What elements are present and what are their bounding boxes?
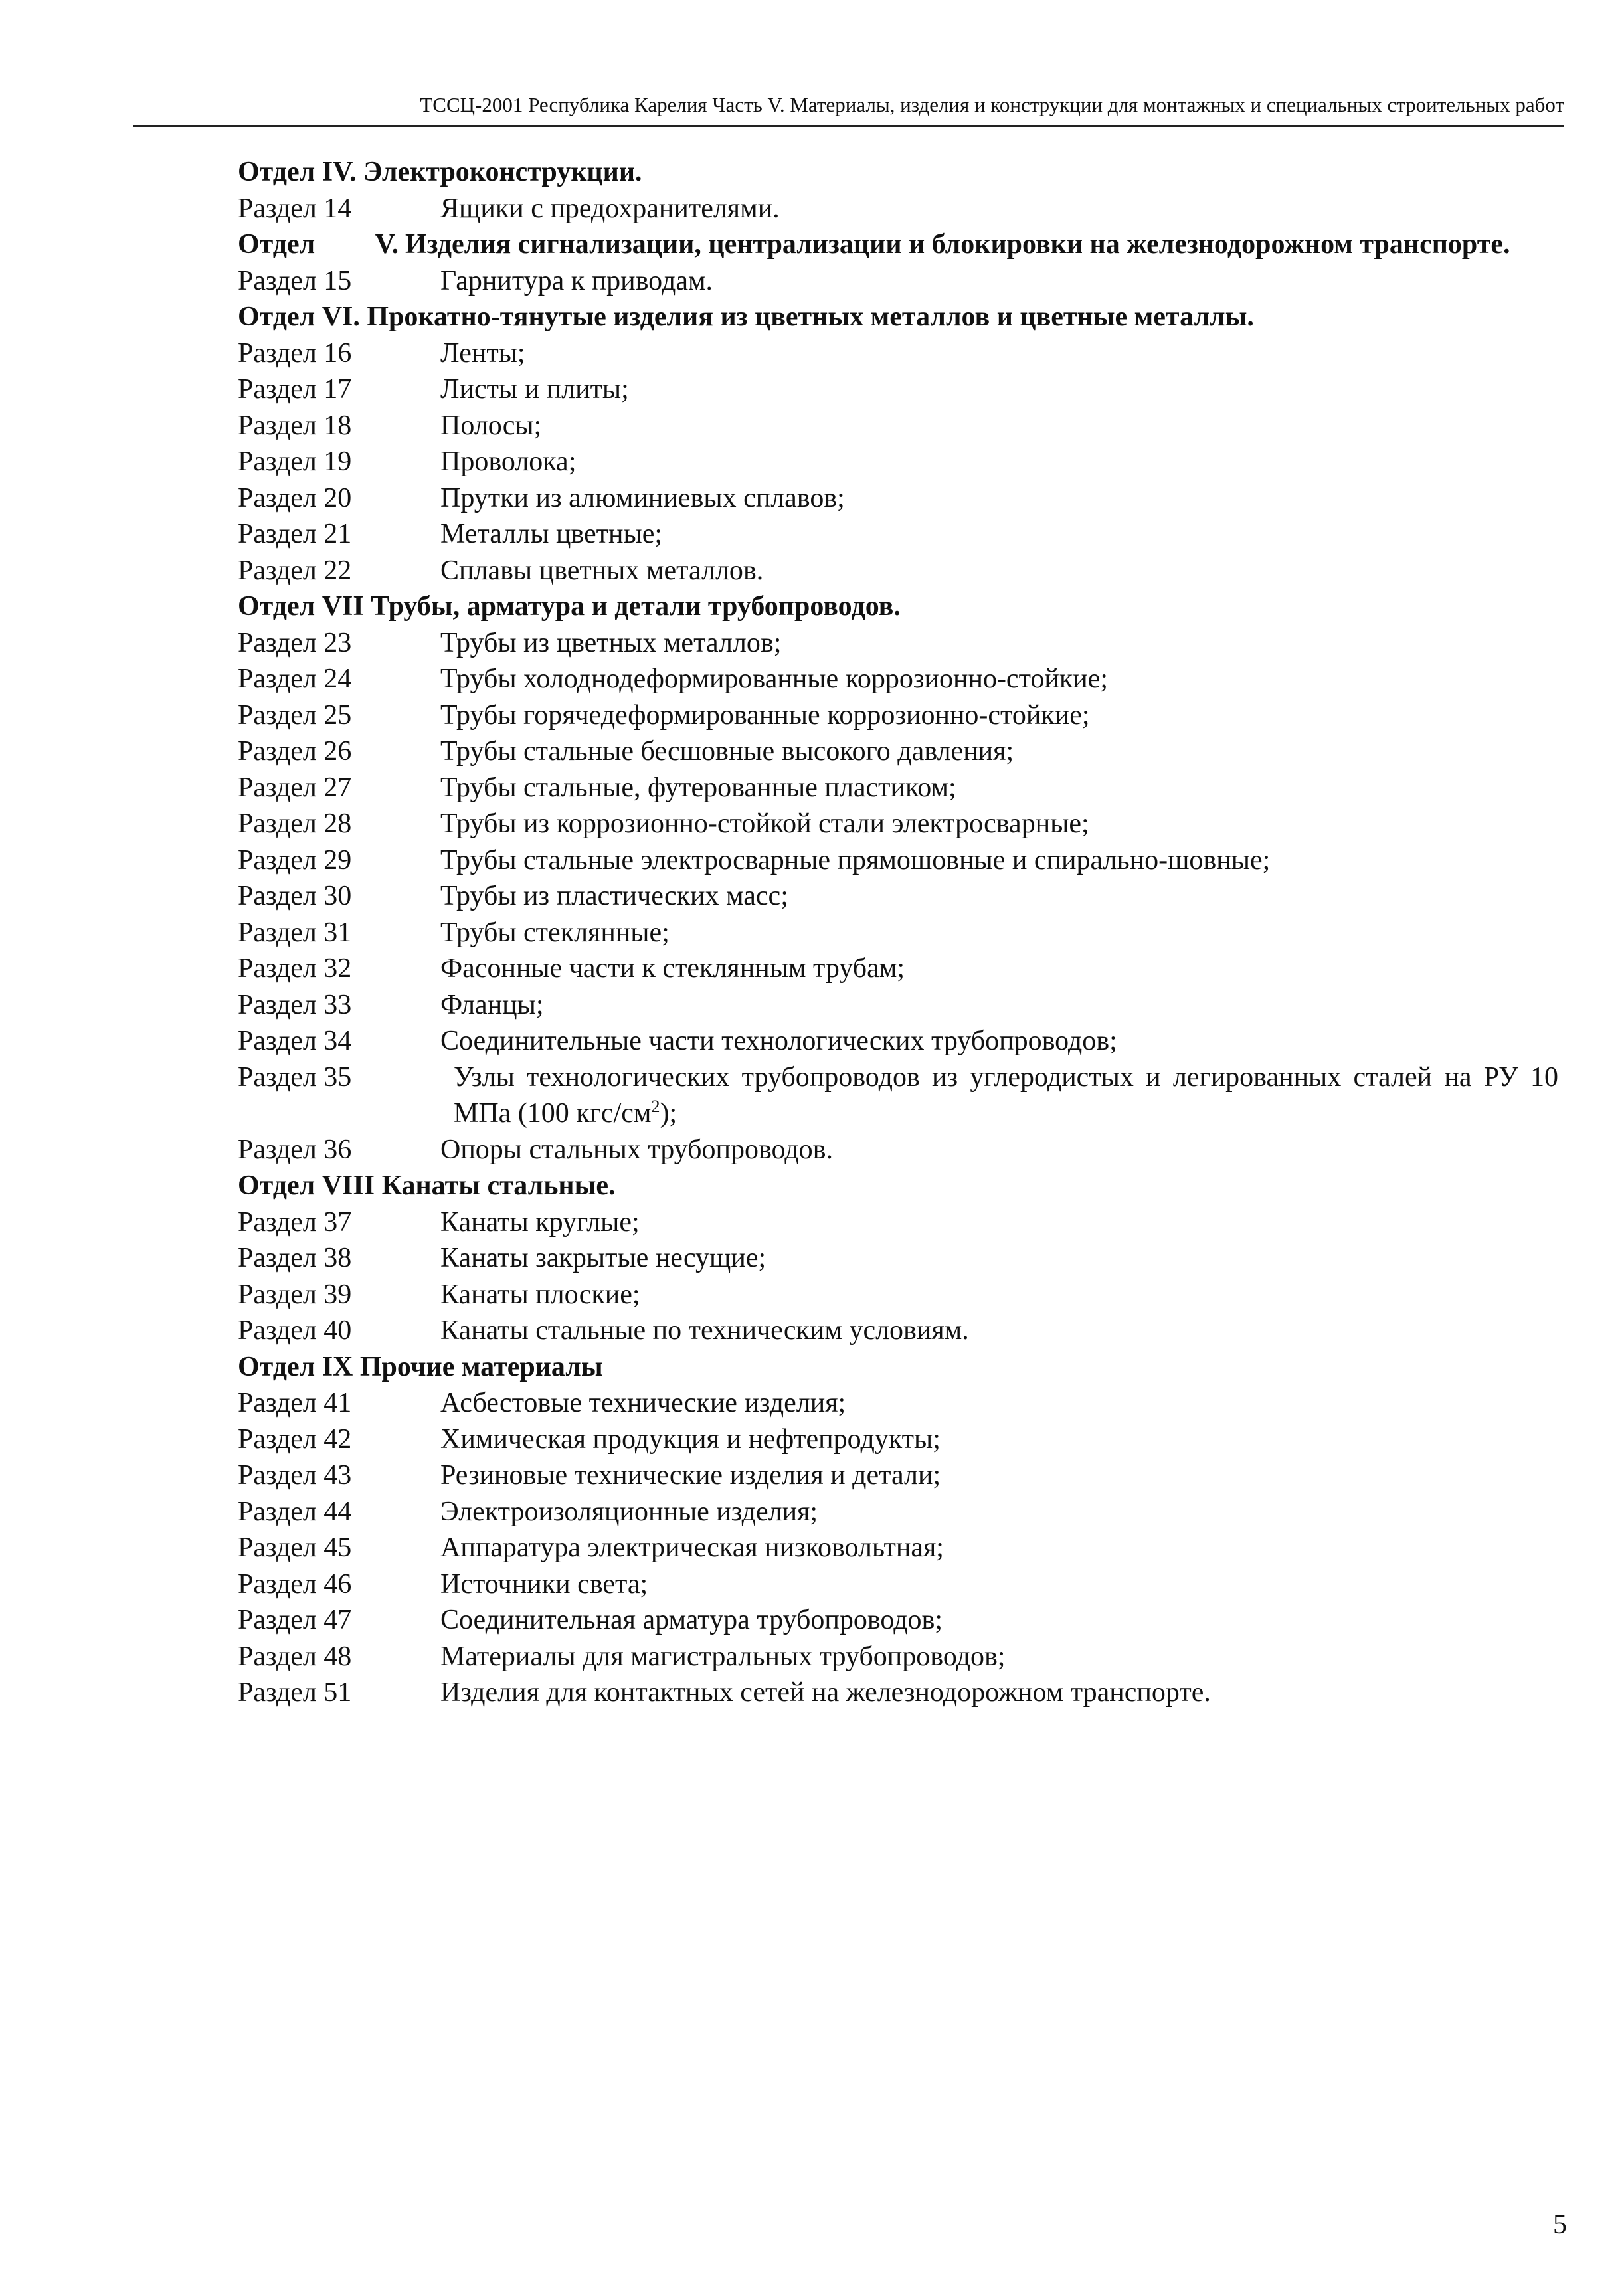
section-row [238, 553, 1558, 589]
department-heading: Отдел IV. Электроконструкции. [238, 157, 642, 187]
section-title: Соединительные части технологических трубопроводов; [440, 1026, 1117, 1056]
section-row [238, 915, 1558, 951]
department-label-number: V. [375, 229, 399, 260]
section-title: Канаты стальные по техническим условиям. [440, 1315, 969, 1346]
section-number: Раздел 30 [238, 881, 352, 911]
section-row [238, 697, 1558, 734]
section-row [238, 1639, 1558, 1675]
section-row [238, 263, 1558, 300]
section-title: Источники света; [440, 1568, 648, 1600]
section-title: Трубы стальные электросварные прямошовные и спирально-шовные; [440, 844, 1271, 875]
section-number: Раздел 46 [238, 1568, 352, 1600]
section-group [238, 625, 1558, 1059]
department-heading [238, 227, 1558, 263]
section-row [238, 770, 1558, 806]
section-row [238, 1023, 1558, 1059]
section-group [238, 1385, 1558, 1711]
section-number: Раздел 29 [238, 844, 352, 875]
section-number: Раздел 40 [238, 1315, 352, 1346]
section-row [238, 1421, 1558, 1458]
section-number: Раздел 26 [238, 736, 352, 767]
section-row [238, 987, 1558, 1024]
superscript: 2 [651, 1097, 660, 1116]
section-row [238, 1566, 1558, 1603]
section-row [238, 806, 1558, 842]
section-title: Опоры стальных трубопроводов. [440, 1134, 833, 1165]
section-row [238, 1240, 1558, 1277]
section-number: Раздел 41 [238, 1388, 352, 1418]
section-title: Канаты круглые; [440, 1206, 640, 1237]
section-row [238, 733, 1558, 770]
section-number: Раздел 35 [238, 1061, 352, 1093]
section-number: Раздел 32 [238, 953, 352, 984]
section-row [238, 191, 1558, 227]
page-number: 5 [1553, 2209, 1567, 2240]
section-number: Раздел 17 [238, 374, 352, 405]
section-row [238, 1457, 1558, 1494]
department-label [238, 227, 405, 263]
section-number: Раздел 22 [238, 555, 352, 586]
section-title: Канаты закрытые несущие; [440, 1243, 767, 1273]
section-title: Проволока; [440, 446, 577, 477]
section-title: Ящики с предохранителями. [440, 193, 780, 224]
section-row [238, 516, 1558, 553]
section-number: Раздел 45 [238, 1532, 352, 1563]
section-title: Фасонные части к стеклянным трубам; [440, 953, 905, 984]
section-title: Трубы из пластических масс; [440, 881, 788, 911]
department-heading: Отдел VI. Прокатно-тянутые изделия из цветных металлов и цветные металлы. [238, 302, 1254, 332]
section-row [238, 480, 1558, 517]
section-title: Трубы из цветных металлов; [440, 627, 782, 658]
page-header-text: ТССЦ-2001 Республика Карелия Часть V. Материалы, изделия и конструкции для монтажных и специальных строительных работ [420, 93, 1564, 116]
section-number: Раздел 19 [238, 446, 352, 477]
section-group [238, 1204, 1558, 1349]
section-title: Асбестовые технические изделия; [440, 1388, 846, 1418]
section-title: Металлы цветные; [440, 519, 663, 549]
section-number: Раздел 27 [238, 772, 352, 803]
section-number: Раздел 39 [238, 1279, 352, 1310]
section-title: Гарнитура к приводам. [440, 265, 713, 296]
section-row [238, 444, 1558, 480]
section-row [238, 951, 1558, 987]
department-label-word: Отдел [238, 229, 316, 260]
department-heading: Отдел VIII Канаты стальные. [238, 1170, 616, 1201]
section-row [238, 1277, 1558, 1313]
section-number: Раздел 42 [238, 1423, 352, 1455]
section-title: Фланцы; [440, 989, 544, 1020]
section-number: Раздел 38 [238, 1243, 352, 1273]
section-title-end: ); [660, 1098, 677, 1129]
section-number: Раздел 28 [238, 808, 352, 839]
section-title: Листы и плиты; [440, 374, 629, 405]
section-row [238, 1204, 1558, 1241]
section-row [238, 1602, 1558, 1639]
section-number: Раздел 48 [238, 1641, 352, 1672]
section-title: Резиновые технические изделия и детали; [440, 1460, 941, 1491]
section-title [440, 1059, 1558, 1132]
section-number: Раздел 16 [238, 337, 352, 369]
section-number: Раздел 36 [238, 1134, 352, 1165]
section-number: Раздел 24 [238, 664, 352, 694]
section-title: Трубы стальные, футерованные пластиком; [440, 772, 956, 803]
section-number: Раздел 18 [238, 410, 352, 441]
section-title: Полосы; [440, 410, 542, 441]
section-title: Трубы стальные бесшовные высокого давления; [440, 736, 1014, 767]
section-row [238, 1313, 1558, 1349]
section-title: Электроизоляционные изделия; [440, 1496, 818, 1527]
section-title: Трубы из коррозионно-стойкой стали электросварные; [440, 808, 1089, 839]
section-row [238, 1494, 1558, 1530]
section-number: Раздел 34 [238, 1026, 352, 1056]
section-number: Раздел 37 [238, 1206, 352, 1237]
section-row [238, 1675, 1558, 1711]
section-number: Раздел 21 [238, 519, 352, 549]
section-title: Ленты; [440, 337, 525, 369]
section-row [238, 371, 1558, 408]
section-row [238, 1059, 1558, 1132]
section-number: Раздел 44 [238, 1496, 352, 1527]
section-number: Раздел 25 [238, 699, 352, 731]
section-title-text: Узлы технологических трубопроводов из углеродистых и легированных сталей на РУ 10 МПа (100 кгс/см [454, 1061, 1558, 1129]
department-heading-text: Изделия сигнализации, централизации и блокировки на железнодорожном транспорте. [405, 229, 1510, 260]
section-row [238, 335, 1558, 372]
section-title: Аппаратура электрическая низковольтная; [440, 1532, 944, 1563]
section-number: Раздел 15 [238, 265, 352, 296]
section-title: Химическая продукция и нефтепродукты; [440, 1423, 941, 1455]
section-title: Прутки из алюминиевых сплавов; [440, 482, 845, 513]
section-row [238, 842, 1558, 879]
section-number: Раздел 33 [238, 989, 352, 1020]
section-number: Раздел 20 [238, 482, 352, 513]
section-number: Раздел 43 [238, 1460, 352, 1491]
section-title: Трубы горячедеформированные коррозионно-стойкие; [440, 699, 1090, 731]
section-number: Раздел 23 [238, 627, 352, 658]
section-row [238, 1530, 1558, 1566]
section-number: Раздел 31 [238, 917, 352, 948]
section-row [238, 1132, 1558, 1168]
section-title: Канаты плоские; [440, 1279, 640, 1310]
section-title: Материалы для магистральных трубопроводов; [440, 1641, 1006, 1672]
section-row [238, 625, 1558, 662]
section-group [238, 335, 1558, 589]
section-row [238, 408, 1558, 444]
section-title: Сплавы цветных металлов. [440, 555, 764, 586]
section-row [238, 661, 1558, 697]
department-heading: Отдел VII Трубы, арматура и детали трубопроводов. [238, 591, 901, 622]
section-title: Изделия для контактных сетей на железнодорожном транспорте. [440, 1677, 1211, 1708]
section-title: Соединительная арматура трубопроводов; [440, 1605, 943, 1635]
section-title: Трубы холоднодеформированные коррозионно-стойкие; [440, 664, 1109, 694]
department-heading: Отдел IX Прочие материалы [238, 1351, 603, 1382]
section-row [238, 1385, 1558, 1421]
section-row [238, 878, 1558, 915]
page-header [133, 85, 1564, 127]
section-title: Трубы стеклянные; [440, 917, 670, 948]
section-number: Раздел 14 [238, 193, 352, 224]
contents-list [238, 154, 1558, 1711]
section-number: Раздел 51 [238, 1677, 352, 1708]
section-number: Раздел 47 [238, 1605, 352, 1635]
